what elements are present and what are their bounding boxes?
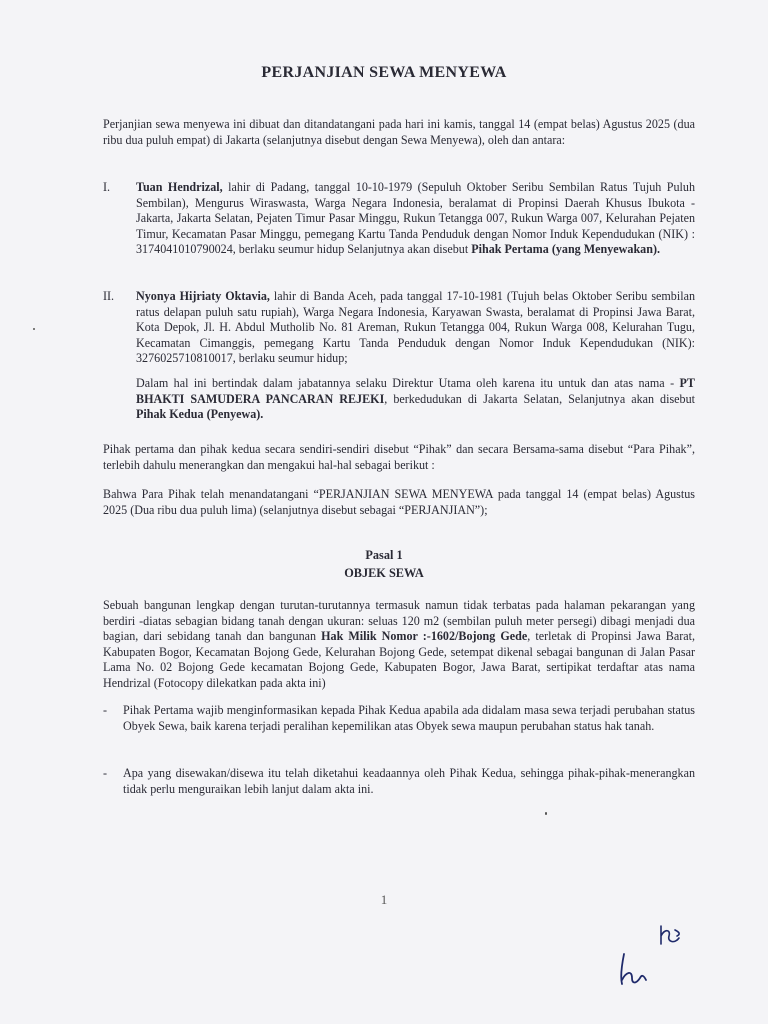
pasal-number: Pasal 1 — [365, 548, 403, 562]
property-title: Hak Milik Nomor :-1602/Bojong Gede — [321, 629, 528, 644]
party-one — [103, 180, 695, 258]
party-two-text: lahir di Banda Aceh, pada tanggal 17-10-1981 (Tujuh belas Oktober Seribu sembilan ratus delapan puluh satu rupiah), Warga Negara Indonesia, Karyawan Swasta, beralamat di Propinsi Jawa Barat, Kota Depok, Jl. H. Abdul Mutholib No. 81 Areman, Rukun Tetangga 004, Rukun Warga 008, Kelurahan Tugu, Kecamatan Cimanggis, pemegang Kartu Tanda Penduduk dengan Nomor Induk Kependudukan (NIK): 3276025710810017, berlaku seumur hidup; — [136, 289, 695, 366]
document-title: PERJANJIAN SEWA MENYEWA — [261, 64, 507, 81]
bullet-text: Apa yang disewakan/disewa itu telah diketahui keadaannya oleh Pihak Kedua, sehingga pihak-pihak-menerangkan tidak perlu menguraikan lebih lanjut dalam akta ini. — [123, 766, 695, 796]
company-name: PT BHAKTI SAMUDERA PANCARAN REJEKI — [136, 376, 695, 406]
parties-paragraph: Pihak pertama dan pihak kedua secara sendiri-sendiri disebut “Pihak” dan secara Bersama-sama disebut “Para Pihak”, terlebih dahulu menerangkan dan mengakui hal-hal sebagai berikut : — [103, 442, 695, 472]
scan-speck — [545, 812, 547, 815]
pasal-body — [103, 598, 695, 692]
party-one-number: I. — [103, 180, 111, 194]
page-number: 1 — [380, 892, 388, 907]
scan-speck — [33, 328, 35, 330]
party-two-body — [136, 289, 695, 367]
bullet-text: Pihak Pertama wajib menginformasikan kepada Pihak Kedua apabila ada didalam masa sewa terjadi perubahan status Obyek Sewa, baik karena terjadi peralihan kepemilikan atas Obyek sewa maupun perubahan status hak tanah. — [123, 703, 695, 733]
party-two-capacity-text: Dalam hal ini bertindak dalam jabatannya selaku Direktur Utama oleh karena itu untuk dan atas nama - — [136, 376, 680, 390]
party-two-role: Pihak Kedua (Penyewa). — [136, 407, 264, 422]
bullet-item — [103, 766, 695, 797]
pasal-body-after: , terletak di Propinsi Jawa Barat, Kabupaten Bogor, Kecamatan Bojong Gede, Kelurahan Bojong Gede, setempat dikenal sebagai bangunan di Jalan Pasar Lama No. 02 Bojong Gede kecamatan Bojong Gede, Kabupaten Bogor, Jawa Barat, sertipikat terdaftar atas nama Hendrizal (Fotocopy dilekatkan pada akta ini) — [103, 629, 696, 690]
bullet-item — [103, 703, 695, 734]
bullet-dash: - — [103, 703, 108, 717]
party-two — [103, 289, 695, 367]
party-one-role: Pihak Pertama (yang Menyewakan). — [471, 242, 661, 257]
party-two-capacity — [136, 376, 695, 423]
agreement-paragraph: Bahwa Para Pihak telah menandatangani “PERJANJIAN SEWA MENYEWA pada tanggal 14 (empat belas) Agustus 2025 (Dua ribu dua puluh lima) (selanjutnya disebut sebagai “PERJANJIAN”); — [103, 487, 695, 517]
initial-mark-icon — [655, 922, 685, 948]
party-one-text: lahir di Padang, tanggal 10-10-1979 (Sepuluh Oktober Seribu Sembilan Ratus Tujuh Puluh Sembilan), Mengurus Wiraswasta, Warga Negara Indonesia, beralamat di Propinsi Daerah Khusus Ibukota -Jakarta, Jakarta Selatan, Pejaten Timur Pasar Minggu, Rukun Tetangga 007, Rukun Warga 007, Kelurahan Pejaten Timur, Kecamatan Pasar Minggu, pemegang Kartu Tanda Penduduk dengan Nomor Induk Kependudukan (NIK) : 3174041010790024, berlaku seumur hidup Selanjutnya akan disebut — [136, 180, 695, 257]
company-after: , berkedudukan di Jakarta Selatan, Selanjutnya akan disebut — [384, 391, 695, 406]
pasal-heading: OBJEK SEWA — [344, 566, 424, 580]
party-two-number: II. — [103, 289, 115, 303]
party-two-name: Nyonya Hijriaty Oktavia, — [136, 289, 270, 303]
signature-initial-icon — [610, 950, 660, 990]
bullet-dash: - — [103, 766, 108, 780]
intro-paragraph: Perjanjian sewa menyewa ini dibuat dan ditandatangani pada hari ini kamis, tanggal 14 (empat belas) Agustus 2025 (dua ribu dua puluh empat) di Jakarta (selanjutnya disebut dengan Sewa Menyewa), oleh dan antara: — [103, 117, 695, 147]
party-one-body — [136, 180, 695, 258]
party-one-name: Tuan Hendrizal, — [136, 180, 223, 194]
pasal-body-before: Sebuah bangunan lengkap dengan turutan-turutannya termasuk namun tidak terbatas pada halaman pekarangan yang berdiri -diatas sebagian bidang tanah dengan ukuran: seluas 120 m2 (sembilan puluh meter persegi) dibagi menjadi dua bagian, dari sebidang tanah dan bangunan — [103, 598, 695, 644]
